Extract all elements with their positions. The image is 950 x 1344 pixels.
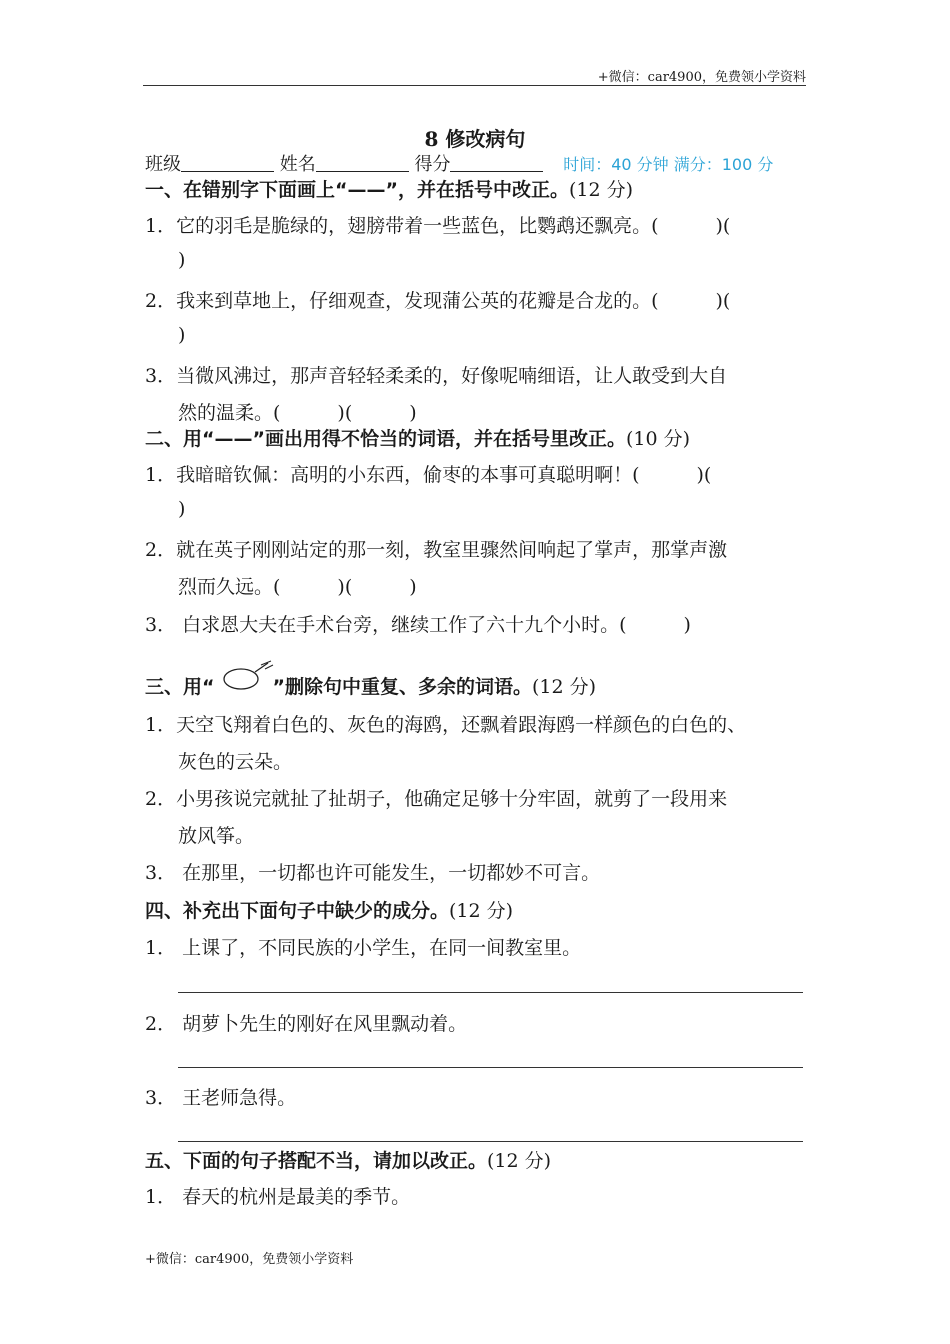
section-5-heading (145, 1146, 551, 1173)
header-watermark: +微信：car4900，免费领小学资料 (597, 70, 806, 85)
section-2-heading (145, 424, 690, 451)
s1-q3-line1: 3．当微风沸过，那声音轻轻柔柔的，好像呢喃细语，让人敢受到大自 (145, 365, 728, 387)
s3-q3-line1: 3． 在那里，一切都也许可能发生，一切都妙不可言。 (145, 862, 601, 884)
s4-q2-answer-line[interactable] (178, 1067, 803, 1068)
page-title: 8 修改病句 (424, 127, 526, 151)
delete-mark-icon (215, 655, 275, 695)
section-5-title: 五、下面的句子搭配不当，请加以改正。 (145, 1150, 488, 1172)
score-label: 得分 (414, 154, 451, 175)
s2-q2-line2: 烈而久远。( )( ) (178, 576, 417, 598)
section-1-points: (12 分) (568, 179, 634, 201)
score-field[interactable] (450, 153, 543, 172)
section-4-title: 四、补充出下面句子中缺少的成分。 (145, 900, 450, 922)
s3-q1-line1: 1．天空飞翔着白色的、灰色的海鸥，还飘着跟海鸥一样颜色的白色的、 (145, 714, 747, 736)
s5-q1-line1: 1． 春天的杭州是最美的季节。 (145, 1186, 411, 1208)
section-3-title-a: 三、用“ (145, 676, 215, 698)
s2-q2-line1: 2．就在英子刚刚站定的那一刻，教室里骤然间响起了掌声，那掌声激 (145, 539, 728, 561)
class-field[interactable] (181, 153, 274, 172)
s1-q3-line2: 然的温柔。( )( ) (178, 402, 417, 424)
name-label: 姓名 (279, 154, 316, 175)
section-2-points: (10 分) (625, 428, 691, 450)
s1-q2-line1: 2．我来到草地上，仔细观查，发现蒲公英的花瓣是合龙的。( )( (145, 290, 731, 312)
s1-q2-line2: ) (178, 324, 186, 346)
s3-q1-line2: 灰色的云朵。 (178, 751, 293, 773)
section-1-title: 一、在错别字下面画上“——”，并在括号中改正。 (145, 179, 569, 201)
section-3-heading (145, 672, 596, 699)
s3-q2-line1: 2．小男孩说完就扯了扯胡子，他确定足够十分牢固，就剪了一段用来 (145, 788, 728, 810)
s1-q1-line1: 1．它的羽毛是脆绿的，翅膀带着一些蓝色，比鹦鹉还飘亮。( )( (145, 215, 731, 237)
s2-q3-line1: 3． 白求恩大夫在手术台旁，继续工作了六十九个小时。( ) (145, 614, 691, 636)
footer-watermark: +微信：car4900，免费领小学资料 (145, 1252, 354, 1267)
s2-q1-line1: 1．我暗暗钦佩：高明的小东西，偷枣的本事可真聪明啊！( )( (145, 464, 712, 486)
s4-q2-line1: 2． 胡萝卜先生的刚好在风里飘动着。 (145, 1013, 468, 1035)
s1-q1-line2: ) (178, 249, 186, 271)
s4-q1-answer-line[interactable] (178, 992, 803, 993)
time-limit: 时间：40 分钟 满分：100 分 (563, 155, 774, 174)
s4-q3-line1: 3． 王老师急得。 (145, 1087, 297, 1109)
s4-q3-answer-line[interactable] (178, 1141, 803, 1142)
section-2-title: 二、用“——”画出用得不恰当的词语，并在括号里改正。 (145, 428, 626, 450)
header-divider (143, 85, 806, 86)
section-3-points: (12 分) (532, 676, 597, 698)
section-4-points: (12 分) (449, 900, 514, 922)
section-4-heading (145, 896, 513, 923)
s2-q1-line2: ) (178, 498, 186, 520)
info-row (145, 150, 773, 176)
name-field[interactable] (316, 153, 409, 172)
s3-q2-line2: 放风筝。 (178, 825, 255, 847)
section-1-heading (145, 175, 633, 202)
delete-mark (215, 673, 273, 695)
s4-q1-line1: 1． 上课了，不同民族的小学生，在同一间教室里。 (145, 937, 582, 959)
section-5-points: (12 分) (487, 1150, 552, 1172)
class-label: 班级 (145, 154, 181, 175)
section-3-title-b: ”删除句中重复、多余的词语。 (272, 676, 532, 698)
